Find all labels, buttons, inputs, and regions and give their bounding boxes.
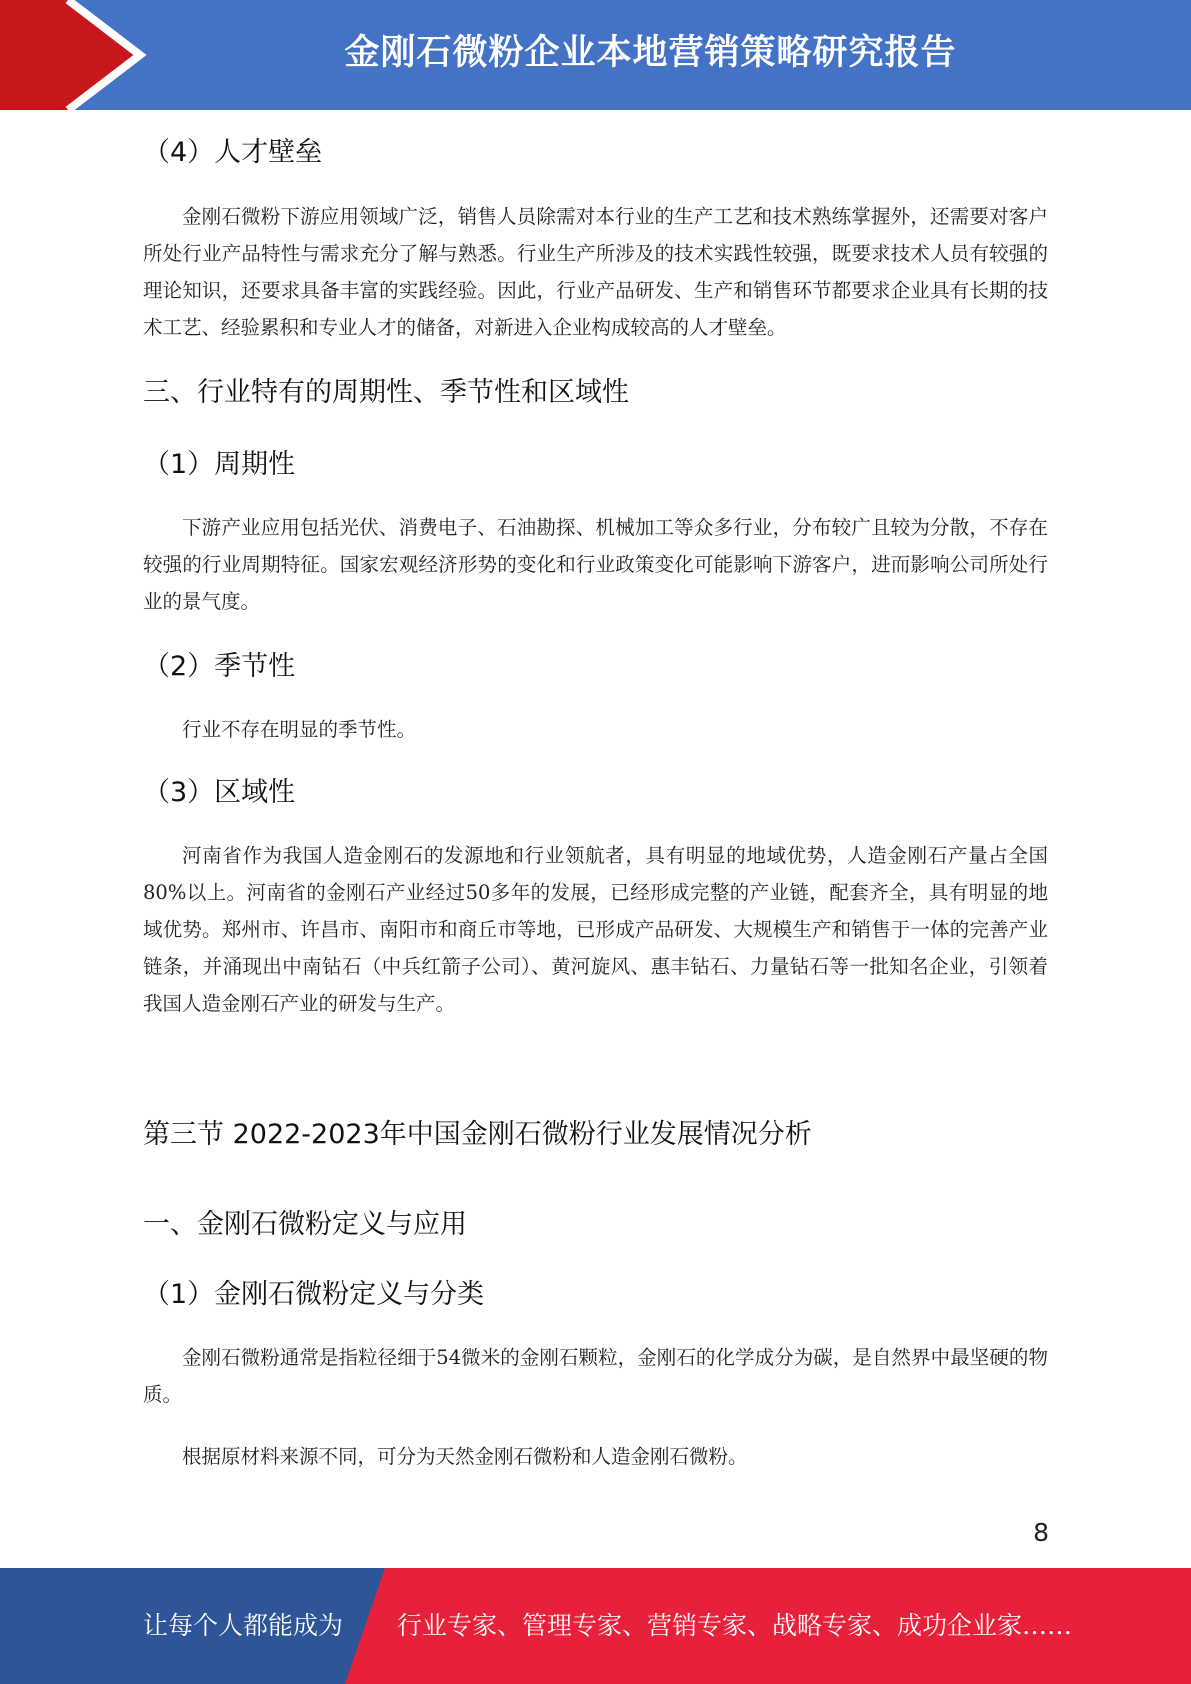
paragraph-regionality: 河南省作为我国人造金刚石的发源地和行业领航者，具有明显的地域优势，人造金刚石产量占全国80%以上。河南省的金刚石产业经过50多年的发展，已经形成完整的产业链，配套齐全，具有明显的地域优势。郑州市、许昌市、南阳市和商丘市等地，已形成产品研发、大规模生产和销售于一体的完善产业链条，并涌现出中南钻石（中兵红箭子公司）、黄河旋风、惠丰钻石、力量钻石等一批知名企业，引领着我国人造金刚石产业的研发与生产。 xyxy=(143,844,1048,1015)
heading-regionality: （3）区域性 xyxy=(143,777,296,808)
heading-cyclicality: （1）周期性 xyxy=(143,449,296,480)
heading-talent-barrier: （4）人才壁垒 xyxy=(143,137,323,168)
chevron-red xyxy=(0,0,140,110)
heading-chapter-three: 第三节 2022-2023年中国金刚石微粉行业发展情况分析 xyxy=(143,1119,812,1150)
page-footer xyxy=(0,1568,1191,1684)
paragraph-seasonality: 行业不存在明显的季节性。 xyxy=(182,718,417,741)
paragraph-classification: 根据原材料来源不同，可分为天然金刚石微粉和人造金刚石微粉。 xyxy=(182,1445,748,1468)
paragraph-definition: 金刚石微粉通常是指粒径细于54微米的金刚石颗粒，金刚石的化学成分为碳，是自然界中最坚硬的物质。 xyxy=(143,1346,1048,1406)
footer-slogan-right: 行业专家、管理专家、营销专家、战略专家、成功企业家…… xyxy=(397,1611,1073,1640)
page-number: 8 xyxy=(1033,1518,1049,1547)
heading-industry-characteristics: 三、行业特有的周期性、季节性和区域性 xyxy=(143,377,629,408)
heading-definition-application: 一、金刚石微粉定义与应用 xyxy=(143,1209,467,1240)
header-chevron-graphic xyxy=(0,0,160,110)
heading-definition-classification: （1）金刚石微粉定义与分类 xyxy=(143,1279,485,1310)
paragraph-talent-barrier: 金刚石微粉下游应用领域广泛，销售人员除需对本行业的生产工艺和技术熟练掌握外，还需要对客户所处行业产品特性与需求充分了解与熟悉。行业生产所涉及的技术实践性较强，既要求技术人员有较强的理论知识，还要求具备丰富的实践经验。因此，行业产品研发、生产和销售环节都要求企业具有长期的技术工艺、经验累积和专业人才的储备，对新进入企业构成较高的人才壁垒。 xyxy=(143,205,1048,339)
paragraph-cyclicality: 下游产业应用包括光伏、消费电子、石油勘探、机械加工等众多行业，分布较广且较为分散，不存在较强的行业周期特征。国家宏观经济形势的变化和行业政策变化可能影响下游客户，进而影响公司所处行业的景气度。 xyxy=(143,516,1048,613)
page-header xyxy=(0,0,1191,110)
footer-slogan-left: 让每个人都能成为 xyxy=(143,1611,344,1640)
heading-seasonality: （2）季节性 xyxy=(143,651,296,682)
document-title: 金刚石微粉企业本地营销策略研究报告 xyxy=(344,33,957,73)
